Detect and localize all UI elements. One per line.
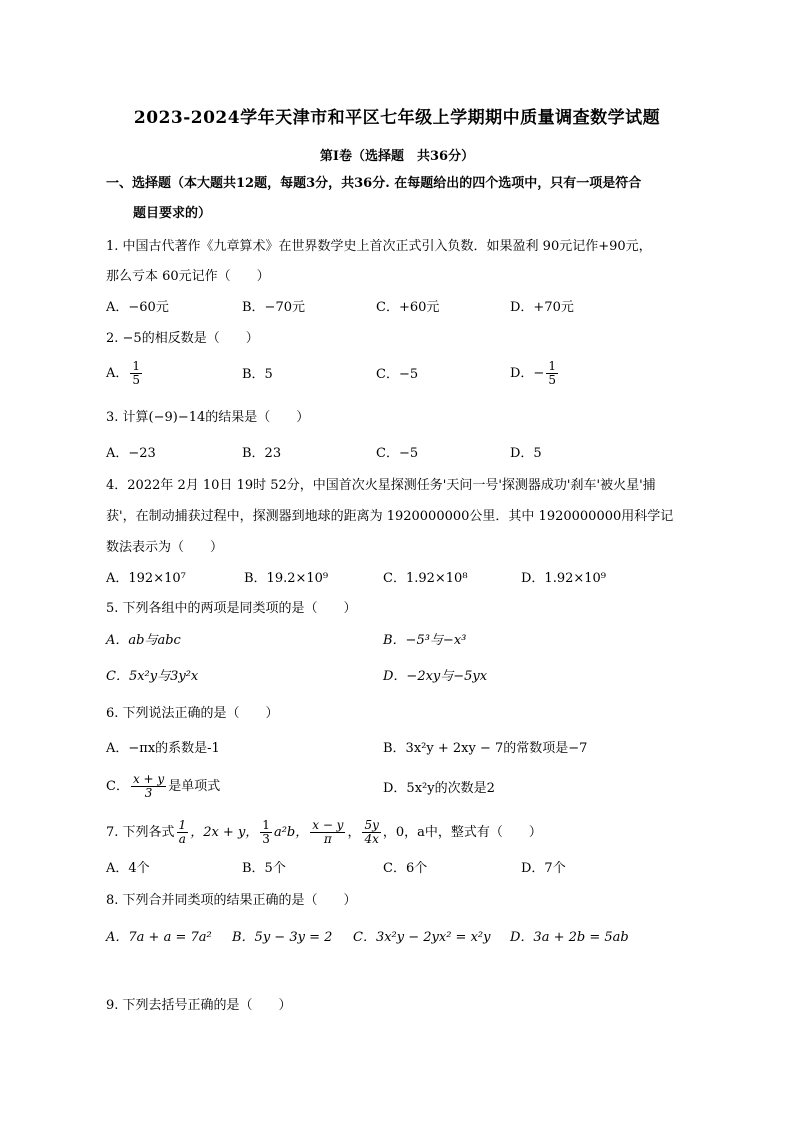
- q2-option-b: B．5: [242, 367, 273, 382]
- q6-option-b: B．3x²y + 2xy − 7的常数项是−7: [383, 741, 588, 756]
- q1-stem-line2: 那么亏本 60元记作（ ）: [106, 269, 270, 284]
- fraction-denominator: a: [178, 832, 186, 846]
- q8-option-b: B．5y − 3y = 2: [232, 930, 333, 945]
- q7-fraction-1: [177, 819, 189, 846]
- fraction-numerator: 1: [262, 818, 270, 832]
- q9-stem: 9. 下列去括号正确的是（ ）: [106, 998, 292, 1013]
- q6-option-c-fraction: [131, 773, 166, 800]
- q2-option-a: [106, 360, 144, 387]
- q4-option-a: A．192×10⁷: [106, 571, 186, 586]
- q4-option-c: C．1.92×10⁸: [383, 571, 468, 586]
- fraction-numerator: x + y: [132, 772, 165, 786]
- q5-option-d: D．−2xy与−5yx: [383, 669, 488, 684]
- q1-option-a: A．−60元: [106, 300, 169, 315]
- q1-stem-line1: 1. 中国古代著作《九章算术》在世界数学史上首次正式引入负数．如果盈利 90元记作+90元，: [106, 239, 652, 254]
- q2-option-d-label: D．−: [510, 366, 545, 381]
- fraction-numerator: 1: [132, 359, 141, 373]
- section-heading-line2: 题目要求的）: [133, 206, 212, 221]
- q4-option-d: D．1.92×10⁹: [521, 571, 607, 586]
- exam-title: 2023-2024学年天津市和平区七年级上学期期中质量调查数学试题: [133, 108, 661, 128]
- fraction-denominator: 3: [262, 832, 270, 846]
- q4-stem-line3: 数法表示为（ ）: [106, 540, 224, 555]
- q5-stem: 5. 下列各组中的两项是同类项的是（ ）: [106, 601, 357, 616]
- q7-term-text-2: a²b，: [273, 825, 309, 840]
- q6-option-d: D．5x²y的次数是2: [383, 781, 495, 796]
- q7-term-text-3: ，: [347, 825, 361, 840]
- q7-term-text-1: ，2x + y，: [190, 825, 259, 840]
- q2-stem: 2. −5的相反数是（ ）: [106, 331, 259, 346]
- q6-stem: 6. 下列说法正确的是（ ）: [106, 706, 279, 721]
- fraction-numerator: 5y: [364, 818, 379, 832]
- part-subtitle: 第I卷（选择题 共36分）: [319, 149, 475, 164]
- q2-option-c: C．−5: [376, 367, 419, 382]
- q8-option-c: C．3x²y − 2yx² = x²y: [353, 930, 491, 945]
- q8-option-d: D．3a + 2b = 5ab: [510, 930, 629, 945]
- section-heading-line1: 一、选择题（本大题共12题，每题3分，共36分. 在每题给出的四个选项中，只有一项是符合: [106, 176, 642, 191]
- q7-option-c: C．6个: [383, 861, 428, 876]
- q1-option-b: B．−70元: [242, 300, 305, 315]
- q2-option-a-label: A．: [106, 366, 129, 381]
- q6-option-c-tail: 是单项式: [168, 779, 221, 794]
- q6-option-c-label: C．: [106, 779, 129, 794]
- q4-option-b: B．19.2×10⁹: [244, 571, 329, 586]
- q7-option-d: D．7个: [521, 861, 566, 876]
- fraction-denominator: 5: [548, 373, 556, 387]
- q2-option-d-fraction: [546, 360, 558, 387]
- fraction-numerator: 1: [548, 359, 556, 373]
- q8-option-a: A．7a + a = 7a²: [106, 930, 212, 945]
- q1-option-c: C．+60元: [376, 300, 440, 315]
- q5-option-c: C．5x²y与3y²x: [106, 669, 199, 684]
- q7-option-b: B．5个: [242, 861, 286, 876]
- q7-fraction-2: [260, 819, 272, 846]
- q4-stem-line1: 4．2022年 2月 10日 19时 52分，中国首次火星探测任务'天问一号'探测器成功'刹车'被火星'捕: [106, 478, 656, 493]
- q3-stem: 3. 计算(−9)−14的结果是（ ）: [106, 410, 310, 425]
- q8-stem: 8. 下列合并同类项的结果正确的是（ ）: [106, 893, 357, 908]
- q6-option-a: A．−πx的系数是-1: [106, 741, 220, 756]
- q6-option-c: [106, 773, 220, 800]
- q3-option-c: C．−5: [376, 446, 419, 461]
- q3-option-b: B．23: [242, 446, 282, 461]
- q1-option-d: D．+70元: [510, 300, 574, 315]
- q5-option-a: A．ab与abc: [106, 633, 181, 648]
- q7-option-a: A．4个: [106, 861, 150, 876]
- fraction-denominator: 3: [144, 786, 153, 800]
- q7-stem-start: 7. 下列各式: [106, 825, 175, 840]
- fraction-denominator: 5: [132, 373, 141, 387]
- q7-stem-end: ，0，a中，整式有（ ）: [382, 825, 542, 840]
- q2-option-d: [510, 360, 560, 387]
- q4-stem-line2: 获'，在制动捕获过程中，探测器到地球的距离为 1920000000公里．其中 1920000000用科学记: [106, 509, 674, 524]
- fraction-numerator: 1: [178, 818, 187, 832]
- q7-stem: [106, 818, 542, 848]
- q5-option-b: B．−5³与−x³: [383, 633, 467, 648]
- fraction-numerator: x − y: [312, 818, 344, 832]
- fraction-denominator: π: [323, 832, 332, 846]
- q3-option-a: A．−23: [106, 446, 156, 461]
- q7-fraction-4: [362, 819, 380, 846]
- q2-option-a-fraction: [130, 360, 142, 387]
- q7-fraction-3: [310, 819, 345, 846]
- fraction-denominator: 4x: [364, 832, 379, 846]
- q3-option-d: D．5: [510, 446, 542, 461]
